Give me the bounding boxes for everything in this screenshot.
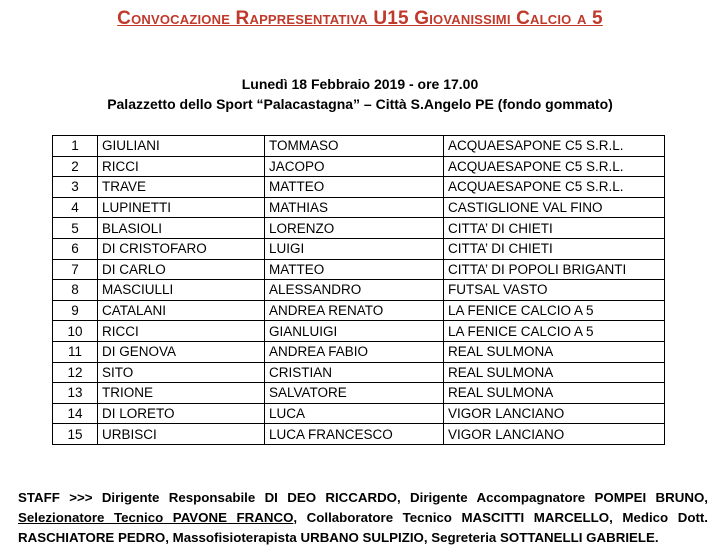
player-club: ACQUAESAPONE C5 S.R.L. [444,156,665,177]
player-surname: RICCI [98,156,265,177]
player-surname: GIULIANI [98,136,265,157]
player-number: 5 [53,218,98,239]
player-name: ANDREA FABIO [265,341,444,362]
player-name: CRISTIAN [265,362,444,383]
table-row [53,218,665,239]
player-club: VIGOR LANCIANO [444,403,665,424]
staff-text-2: , Collaboratore Tecnico MASCITTI MARCELLO, Medico Dott. RASCHIATORE PEDRO, Massofisioterapista URBANO SULPIZIO, Segreteria SOTTANELLI GABRIELE. [18,510,708,545]
player-name: MATTEO [265,259,444,280]
player-club: ACQUAESAPONE C5 S.R.L. [444,136,665,157]
player-club: FUTSAL VASTO [444,280,665,301]
player-number: 1 [53,136,98,157]
table-row [53,362,665,383]
player-name: ALESSANDRO [265,280,444,301]
player-name: MATTEO [265,177,444,198]
date-line: Lunedì 18 Febbraio 2019 - ore 17.00 [241,76,479,92]
player-club: REAL SULMONA [444,341,665,362]
player-club: LA FENICE CALCIO A 5 [444,321,665,342]
player-surname: BLASIOLI [98,218,265,239]
player-club: REAL SULMONA [444,362,665,383]
player-surname: DI CARLO [98,259,265,280]
player-surname: DI CRISTOFARO [98,238,265,259]
player-number: 3 [53,177,98,198]
player-number: 12 [53,362,98,383]
player-surname: CATALANI [98,300,265,321]
document-title: Convocazione Rappresentativa U15 Giovanissimi Calcio a 5 [117,8,603,29]
player-club: ACQUAESAPONE C5 S.R.L. [444,177,665,198]
player-surname: URBISCI [98,424,265,445]
player-surname: MASCIULLI [98,280,265,301]
player-surname: LUPINETTI [98,197,265,218]
player-name: ANDREA RENATO [265,300,444,321]
player-number: 7 [53,259,98,280]
player-number: 10 [53,321,98,342]
table-row [53,383,665,404]
player-number: 11 [53,341,98,362]
venue-line: Palazzetto dello Sport “Palacastagna” – Città S.Angelo PE (fondo gommato) [107,96,613,112]
player-club: REAL SULMONA [444,383,665,404]
player-club: VIGOR LANCIANO [444,424,665,445]
player-name: TOMMASO [265,136,444,157]
player-name: MATHIAS [265,197,444,218]
player-number: 13 [53,383,98,404]
player-number: 14 [53,403,98,424]
player-number: 2 [53,156,98,177]
player-name: GIANLUIGI [265,321,444,342]
table-row [53,177,665,198]
player-name: LUCA FRANCESCO [265,424,444,445]
player-surname: SITO [98,362,265,383]
table-row [53,156,665,177]
player-club: CASTIGLIONE VAL FINO [444,197,665,218]
player-number: 15 [53,424,98,445]
table-row [53,300,665,321]
player-number: 8 [53,280,98,301]
player-club: CITTA’ DI CHIETI [444,238,665,259]
table-row [53,321,665,342]
table-row [53,341,665,362]
player-number: 9 [53,300,98,321]
player-name: LUIGI [265,238,444,259]
table-row [53,238,665,259]
table-row [53,424,665,445]
table-row [53,403,665,424]
player-club: LA FENICE CALCIO A 5 [444,300,665,321]
player-number: 4 [53,197,98,218]
player-surname: DI GENOVA [98,341,265,362]
players-table [52,135,665,445]
table-row [53,197,665,218]
table-row [53,136,665,157]
player-surname: TRIONE [98,383,265,404]
player-surname: RICCI [98,321,265,342]
player-club: CITTA’ DI POPOLI BRIGANTI [444,259,665,280]
staff-text-1: STAFF >>> Dirigente Responsabile DI DEO RICCARDO, Dirigente Accompagnatore POMPEI BRUNO, [18,490,708,505]
player-name: LUCA [265,403,444,424]
table-row [53,259,665,280]
player-number: 6 [53,238,98,259]
player-surname: DI LORETO [98,403,265,424]
table-row [53,280,665,301]
player-name: LORENZO [265,218,444,239]
staff-text-underlined: Selezionatore Tecnico PAVONE FRANCO [18,510,294,525]
staff-paragraph [18,488,708,548]
player-name: SALVATORE [265,383,444,404]
player-club: CITTA’ DI CHIETI [444,218,665,239]
player-surname: TRAVE [98,177,265,198]
player-name: JACOPO [265,156,444,177]
